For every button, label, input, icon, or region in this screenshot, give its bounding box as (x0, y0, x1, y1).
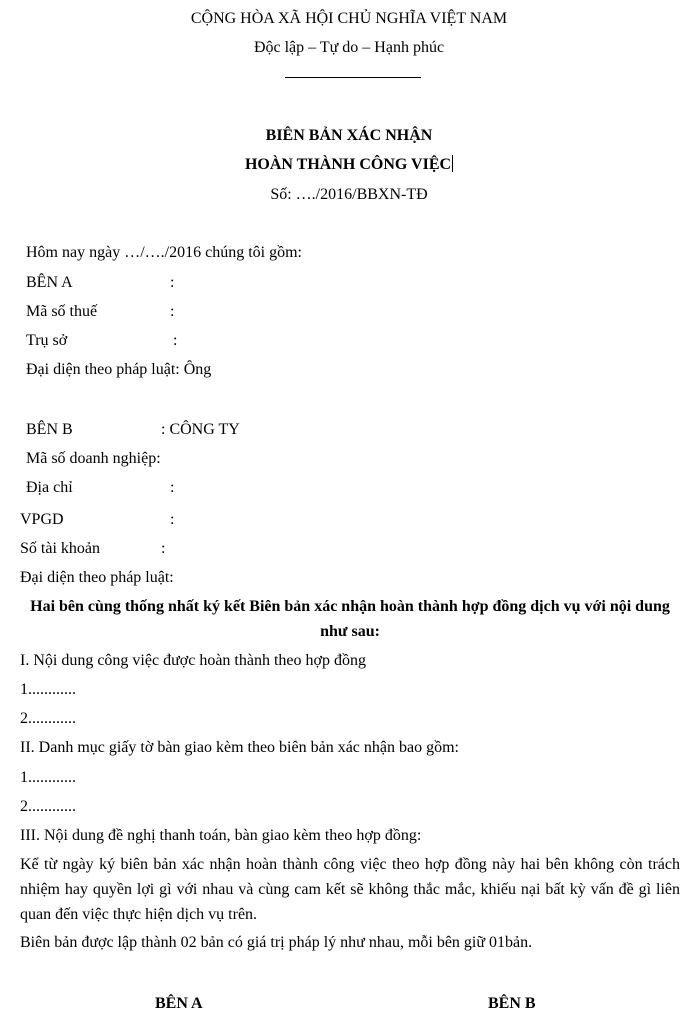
document-title-line2-text: HOÀN THÀNH CÔNG VIỆC (244, 156, 452, 173)
party-b-address-label: Địa chỉ (26, 479, 73, 496)
section-3-heading: III. Nội dung đề nghị thanh toán, bàn giao kèm theo hợp đồng: (20, 827, 422, 844)
party-b-label: BÊN B (26, 421, 73, 438)
copies-statement: Biên bản được lập thành 02 bản có giá trị pháp lý như nhau, mỗi bên giữ 01bản. (20, 934, 533, 951)
section-2-heading: II. Danh mục giấy tờ bàn giao kèm theo biên bản xác nhận bao gồm: (20, 739, 459, 756)
party-b-value: : CÔNG TY (161, 421, 240, 438)
document-title-line1: BIÊN BẢN XÁC NHẬN (265, 127, 433, 144)
party-b-biz-code-label: Mã số doanh nghiệp: (26, 450, 161, 467)
party-b-vpgd-label: VPGD (20, 511, 64, 528)
party-a-label: BÊN A (26, 274, 73, 291)
section-1-item: 1............ (20, 681, 76, 698)
section-1-heading: I. Nội dung công việc được hoàn thành theo hợp đồng (20, 652, 366, 669)
party-b-account-label: Số tài khoản (20, 540, 100, 557)
document-number: Số: …./2016/BBXN-TĐ (270, 186, 428, 203)
party-b-representative: Đại diện theo pháp luật: (20, 569, 174, 586)
signature-party-a: BÊN A (155, 995, 203, 1012)
party-b-address-value: : (170, 479, 175, 496)
party-a-office-value: : (173, 332, 178, 349)
party-a-representative: Đại diện theo pháp luật: Ông (26, 361, 212, 378)
party-a-value: : (170, 274, 175, 291)
party-a-tax-value: : (170, 303, 175, 320)
section-2-item: 2............ (20, 798, 76, 815)
text-cursor (452, 155, 453, 172)
header-divider (285, 77, 421, 78)
party-a-tax-label: Mã số thuế (26, 303, 98, 320)
nation-heading: CỘNG HÒA XÃ HỘI CHỦ NGHĨA VIỆT NAM (190, 10, 508, 27)
party-b-vpgd-value: : (170, 511, 175, 528)
section-2-item: 1............ (20, 769, 76, 786)
section-3-paragraph: Kể từ ngày ký biên bản xác nhận hoàn thành công việc theo hợp đồng này hai bên không còn trách nhiệm hay quyền lợi gì với nhau và cùng cam kết sẽ không thắc mắc, khiếu nại bất kỳ vấn đề gì liên quan đến việc thực hiện dịch vụ trên. (20, 856, 680, 923)
motto: Độc lập – Tự do – Hạnh phúc (253, 39, 445, 56)
party-a-office-label: Trụ sở (26, 332, 68, 349)
signature-party-b: BÊN B (488, 995, 536, 1012)
party-b-account-value: : (161, 540, 166, 557)
document-title-line2[interactable] (0, 155, 698, 175)
intro-line: Hôm nay ngày …/…./2016 chúng tôi gồm: (26, 244, 302, 261)
agreement-statement: Hai bên cùng thống nhất ký kết Biên bản xác nhận hoàn thành hợp đồng dịch vụ với nội dung như sau: (30, 598, 670, 640)
section-1-item: 2............ (20, 710, 76, 727)
